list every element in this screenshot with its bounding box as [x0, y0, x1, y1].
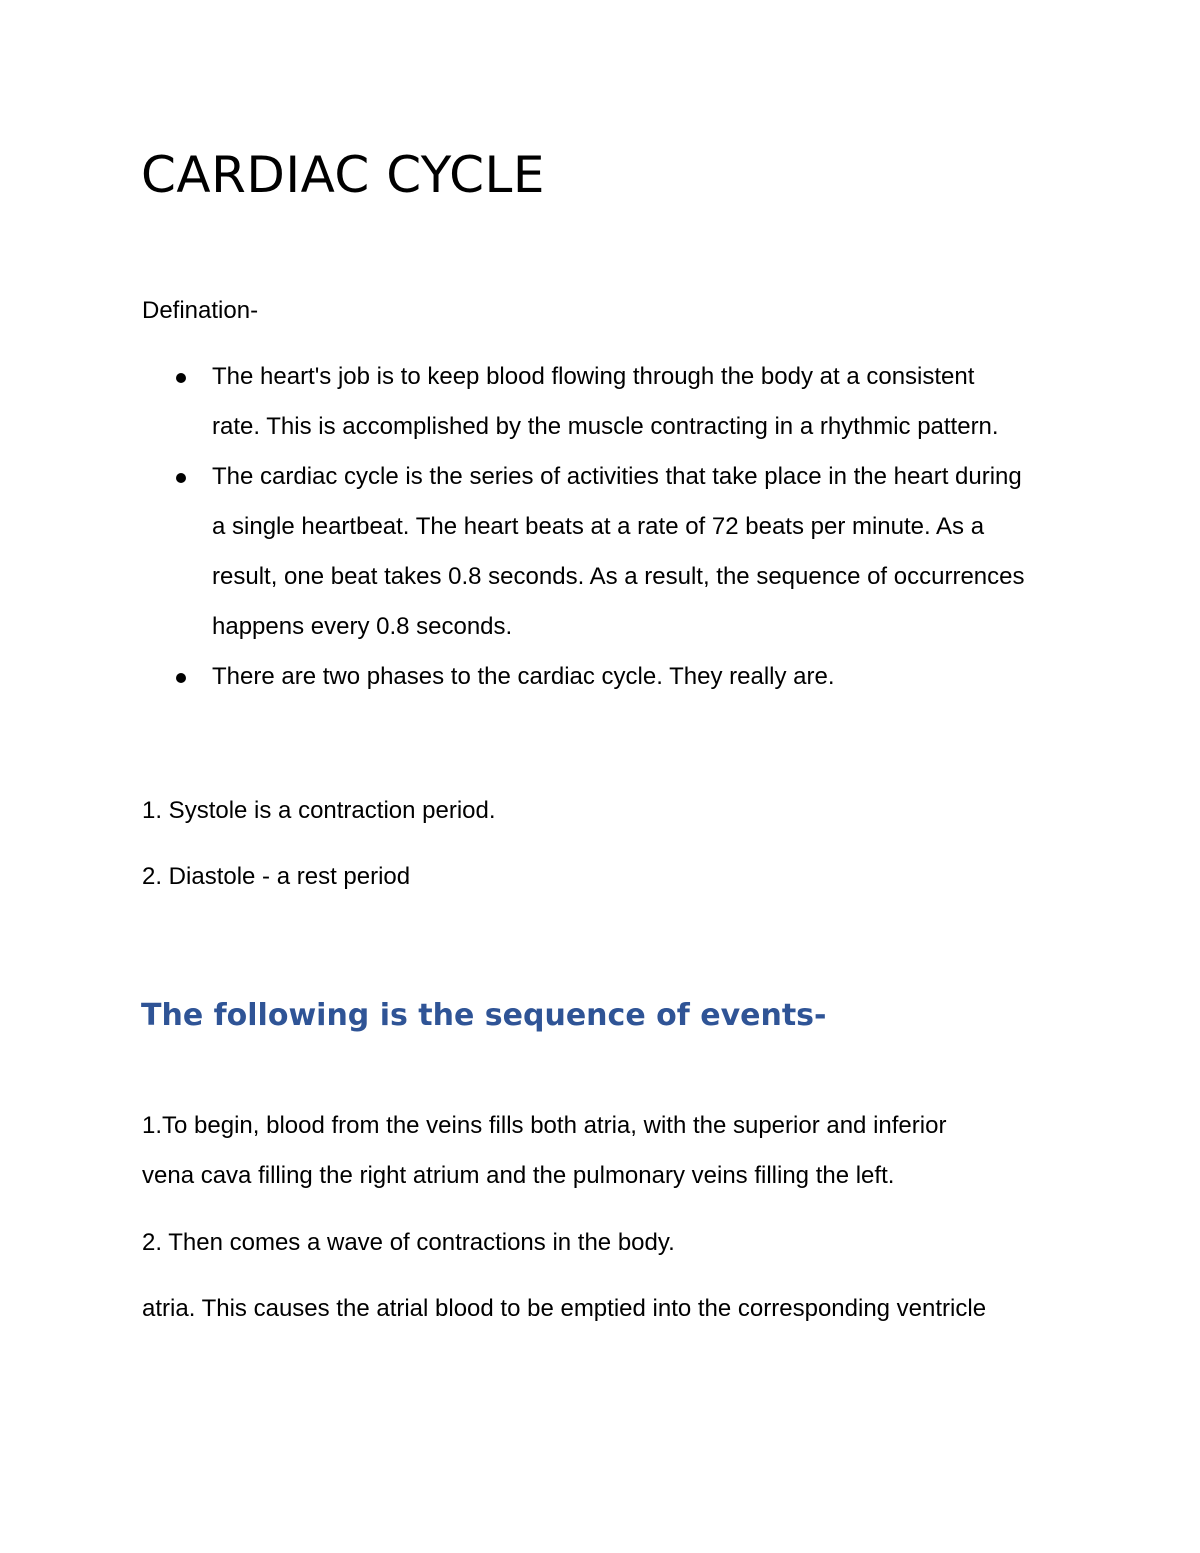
sequence-step-2-continued: atria. This causes the atrial blood to be emptied into the corresponding ventricle [142, 1295, 987, 1322]
phase-systole: 1. Systole is a contraction period. [142, 797, 496, 824]
document-title: CARDIAC CYCLE [141, 146, 545, 204]
bullet-item [142, 352, 1082, 452]
bullet-line: result, one beat takes 0.8 seconds. As a result, the sequence of occurrences [212, 563, 1025, 590]
bullet-line: rate. This is accomplished by the muscle contracting in a rhythmic pattern. [212, 413, 999, 440]
bullet-line: happens every 0.8 seconds. [212, 613, 513, 640]
sequence-step-1 [142, 1101, 1042, 1201]
bullet-line: a single heartbeat. The heart beats at a rate of 72 beats per minute. As a [212, 513, 985, 540]
sequence-heading: The following is the sequence of events- [141, 998, 827, 1033]
bullet-item [142, 452, 1082, 652]
sequence-step-2: 2. Then comes a wave of contractions in the body. [142, 1229, 675, 1256]
definition-label: Defination- [142, 297, 259, 324]
bullet-line: The cardiac cycle is the series of activities that take place in the heart during [212, 463, 1022, 490]
bullet-dot-icon [176, 673, 186, 683]
phase-diastole: 2. Diastole - a rest period [142, 863, 411, 890]
bullet-dot-icon [176, 373, 186, 383]
bullet-line: There are two phases to the cardiac cycle. They really are. [212, 663, 835, 690]
bullet-item [142, 652, 1082, 702]
sequence-line: 1.To begin, blood from the veins fills both atria, with the superior and inferior [142, 1112, 947, 1139]
definition-bullet-list [142, 352, 1082, 702]
bullet-line: The heart's job is to keep blood flowing through the body at a consistent [212, 363, 975, 390]
bullet-dot-icon [176, 473, 186, 483]
sequence-line: vena cava filling the right atrium and the pulmonary veins filling the left. [142, 1162, 895, 1189]
